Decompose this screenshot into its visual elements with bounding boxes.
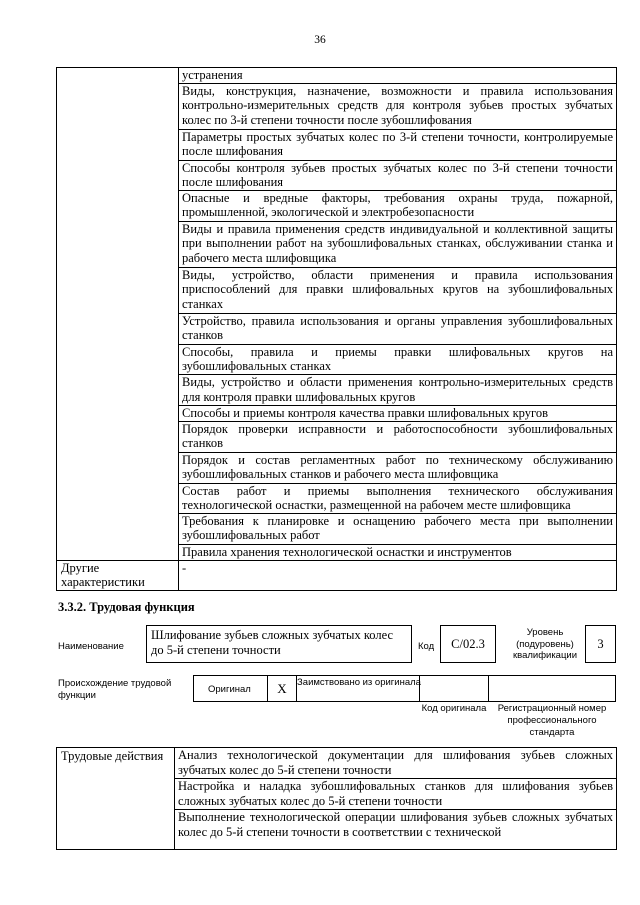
level-value-box: 3 [585,625,616,663]
level-label: Уровень (подуровень) квалификации [512,627,578,661]
code-label: Код [418,641,435,652]
other-characteristics-value: - [179,560,617,590]
knowledge-row: Параметры простых зубчатых колес по 3-й степени точности, контролируемые после шлифования [179,129,617,160]
original-code-caption: Код оригинала [421,703,487,714]
knowledge-row: устранения [179,68,617,84]
original-mark-box: X [267,675,297,702]
knowledge-row: Способы, правила и приемы правки шлифовальных кругов на зубошлифовальных станках [179,344,617,374]
name-label: Наименование [58,641,124,652]
labor-actions-table [56,747,617,850]
knowledge-row: Правила хранения технологической оснастки и инструментов [179,544,617,560]
knowledge-row: Порядок проверки исправности и работоспособности зубошлифовальных станков [179,421,617,452]
knowledge-row: Способы и приемы контроля качества правки шлифовальных кругов [179,405,617,421]
labor-action-row: Выполнение технологической операции шлифования зубьев сложных зубчатых колес до 5-й степени точности в соответствии с технической [175,810,617,850]
knowledge-row: Требования к планировке и оснащению рабочего места при выполнении зубошлифовальных работ [179,513,617,544]
function-code-box: C/02.3 [440,625,496,663]
borrowed-box [296,675,420,702]
knowledge-row: Порядок и состав регламентных работ по техническому обслуживанию зубошлифовальных станков и рабочего места шлифовщика [179,452,617,483]
knowledge-row: Устройство, правила использования и органы управления зубошлифовальных станков [179,313,617,344]
original-box [193,675,268,702]
original-code-box [419,675,489,702]
borrowed-label: Заимствовано из оригинала [297,677,421,688]
knowledge-row: Виды, конструкция, назначение, возможности и правила использования контрольно-измерительных средств для контроля зубьев простых зубчатых колес по 3-й степени точности после зубошлифования [179,83,617,129]
original-label: Оригинал [208,684,251,695]
knowledge-row: Опасные и вредные факторы, требования охраны труда, пожарной, промышленной, экологической и электробезопасности [179,190,617,221]
section-title: 3.3.2. Трудовая функция [58,600,195,614]
labor-actions-label: Трудовые действия [57,748,175,850]
function-name-box: Шлифование зубьев сложных зубчатых колес до 5-й степени точности [146,625,412,663]
knowledge-row: Способы контроля зубьев простых зубчатых колес по 3-й степени точности после шлифования [179,160,617,190]
labor-action-row: Анализ технологической документации для шлифования зубьев сложных зубчатых колес до 5-й степени точности [175,748,617,779]
knowledge-table [56,67,617,591]
knowledge-label-cell [57,68,179,561]
other-characteristics-label: Другие характеристики [57,560,179,590]
reg-number-box [488,675,616,702]
knowledge-row: Виды и правила применения средств индивидуальной и коллективной защиты при выполнении работ на зубошлифовальных станках, обслуживании станка и рабочего места шлифовщика [179,221,617,267]
reg-number-caption: Регистрационный номер профессионального стандарта [497,703,607,738]
page-number: 36 [314,34,326,46]
origin-label: Происхождение трудовой функции [58,678,172,701]
labor-action-row: Настройка и наладка зубошлифовальных станков для шлифования зубьев сложных зубчатых колес до 5-й степени точности [175,779,617,810]
knowledge-row: Виды, устройство и области применения контрольно-измерительных средств для контроля правки шлифовальных кругов [179,374,617,405]
knowledge-row: Состав работ и приемы выполнения технического обслуживания технологической оснастки, размещенной на рабочем месте шлифовщика [179,483,617,513]
knowledge-row: Виды, устройство, области применения и правила использования приспособлений для правки шлифовальных кругов на зубошлифовальных станках [179,267,617,313]
